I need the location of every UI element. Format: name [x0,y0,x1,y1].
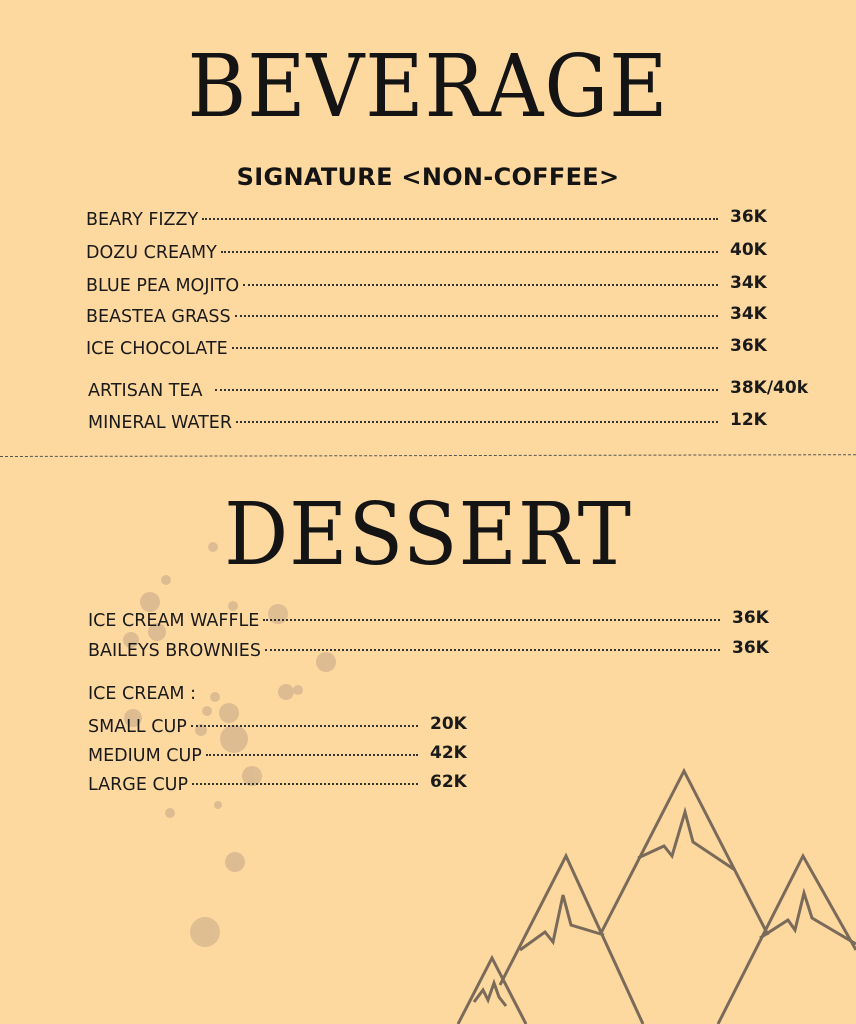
dotted-leader [243,284,718,286]
menu-item [88,378,809,401]
item-price: 20K [430,714,467,734]
item-price: 36K [730,207,767,227]
menu-item [86,207,808,230]
dotted-leader [235,315,718,317]
item-price: 40K [730,240,767,260]
item-price: 42K [430,743,467,763]
item-name: BAILEYS BROWNIES [88,641,261,661]
item-name: ICE CHOCOLATE [86,339,228,359]
item-price: 36K [730,336,767,356]
menu-item [88,772,508,795]
dotted-leader [192,783,418,785]
item-price: 12K [730,410,767,430]
menu-item [86,240,808,263]
item-name: MINERAL WATER [88,413,233,433]
item-name: DOZU CREAMY [86,243,217,263]
item-name: ICE CREAM WAFFLE [88,611,260,631]
dotted-leader [236,421,718,423]
item-name: SMALL CUP [88,717,187,737]
dotted-leader [221,251,718,253]
dotted-leader [215,389,719,391]
beverage-title: BEVERAGE [187,37,669,137]
dessert-title: DESSERT [224,485,632,585]
menu-item [88,608,810,631]
menu-item [88,410,808,433]
item-name: MEDIUM CUP [88,746,202,766]
menu-item [88,743,508,766]
item-name: BLUE PEA MOJITO [86,276,240,296]
ice-cream-label: ICE CREAM : [88,684,196,704]
item-price: 34K [730,304,767,324]
dotted-leader [232,347,718,349]
dotted-leader [265,649,720,651]
menu-item [88,714,508,737]
item-price: 62K [430,772,467,792]
item-price: 36K [732,638,769,658]
dotted-leader [191,725,418,727]
item-name: BEASTEA GRASS [86,307,231,327]
menu-item [86,304,808,327]
menu-item [86,273,808,296]
dotted-leader [263,619,720,621]
item-name: LARGE CUP [88,775,189,795]
menu-item [88,638,810,661]
item-price: 38K/40k [730,378,809,398]
signature-subtitle: SIGNATURE <NON-COFFEE> [236,163,620,191]
item-name: ARTISAN TEA [88,381,203,401]
dotted-leader [206,754,418,756]
menu-item [86,336,808,359]
item-price: 34K [730,273,767,293]
dotted-leader [202,218,718,220]
item-name: BEARY FIZZY [86,210,199,230]
item-price: 36K [732,608,769,628]
